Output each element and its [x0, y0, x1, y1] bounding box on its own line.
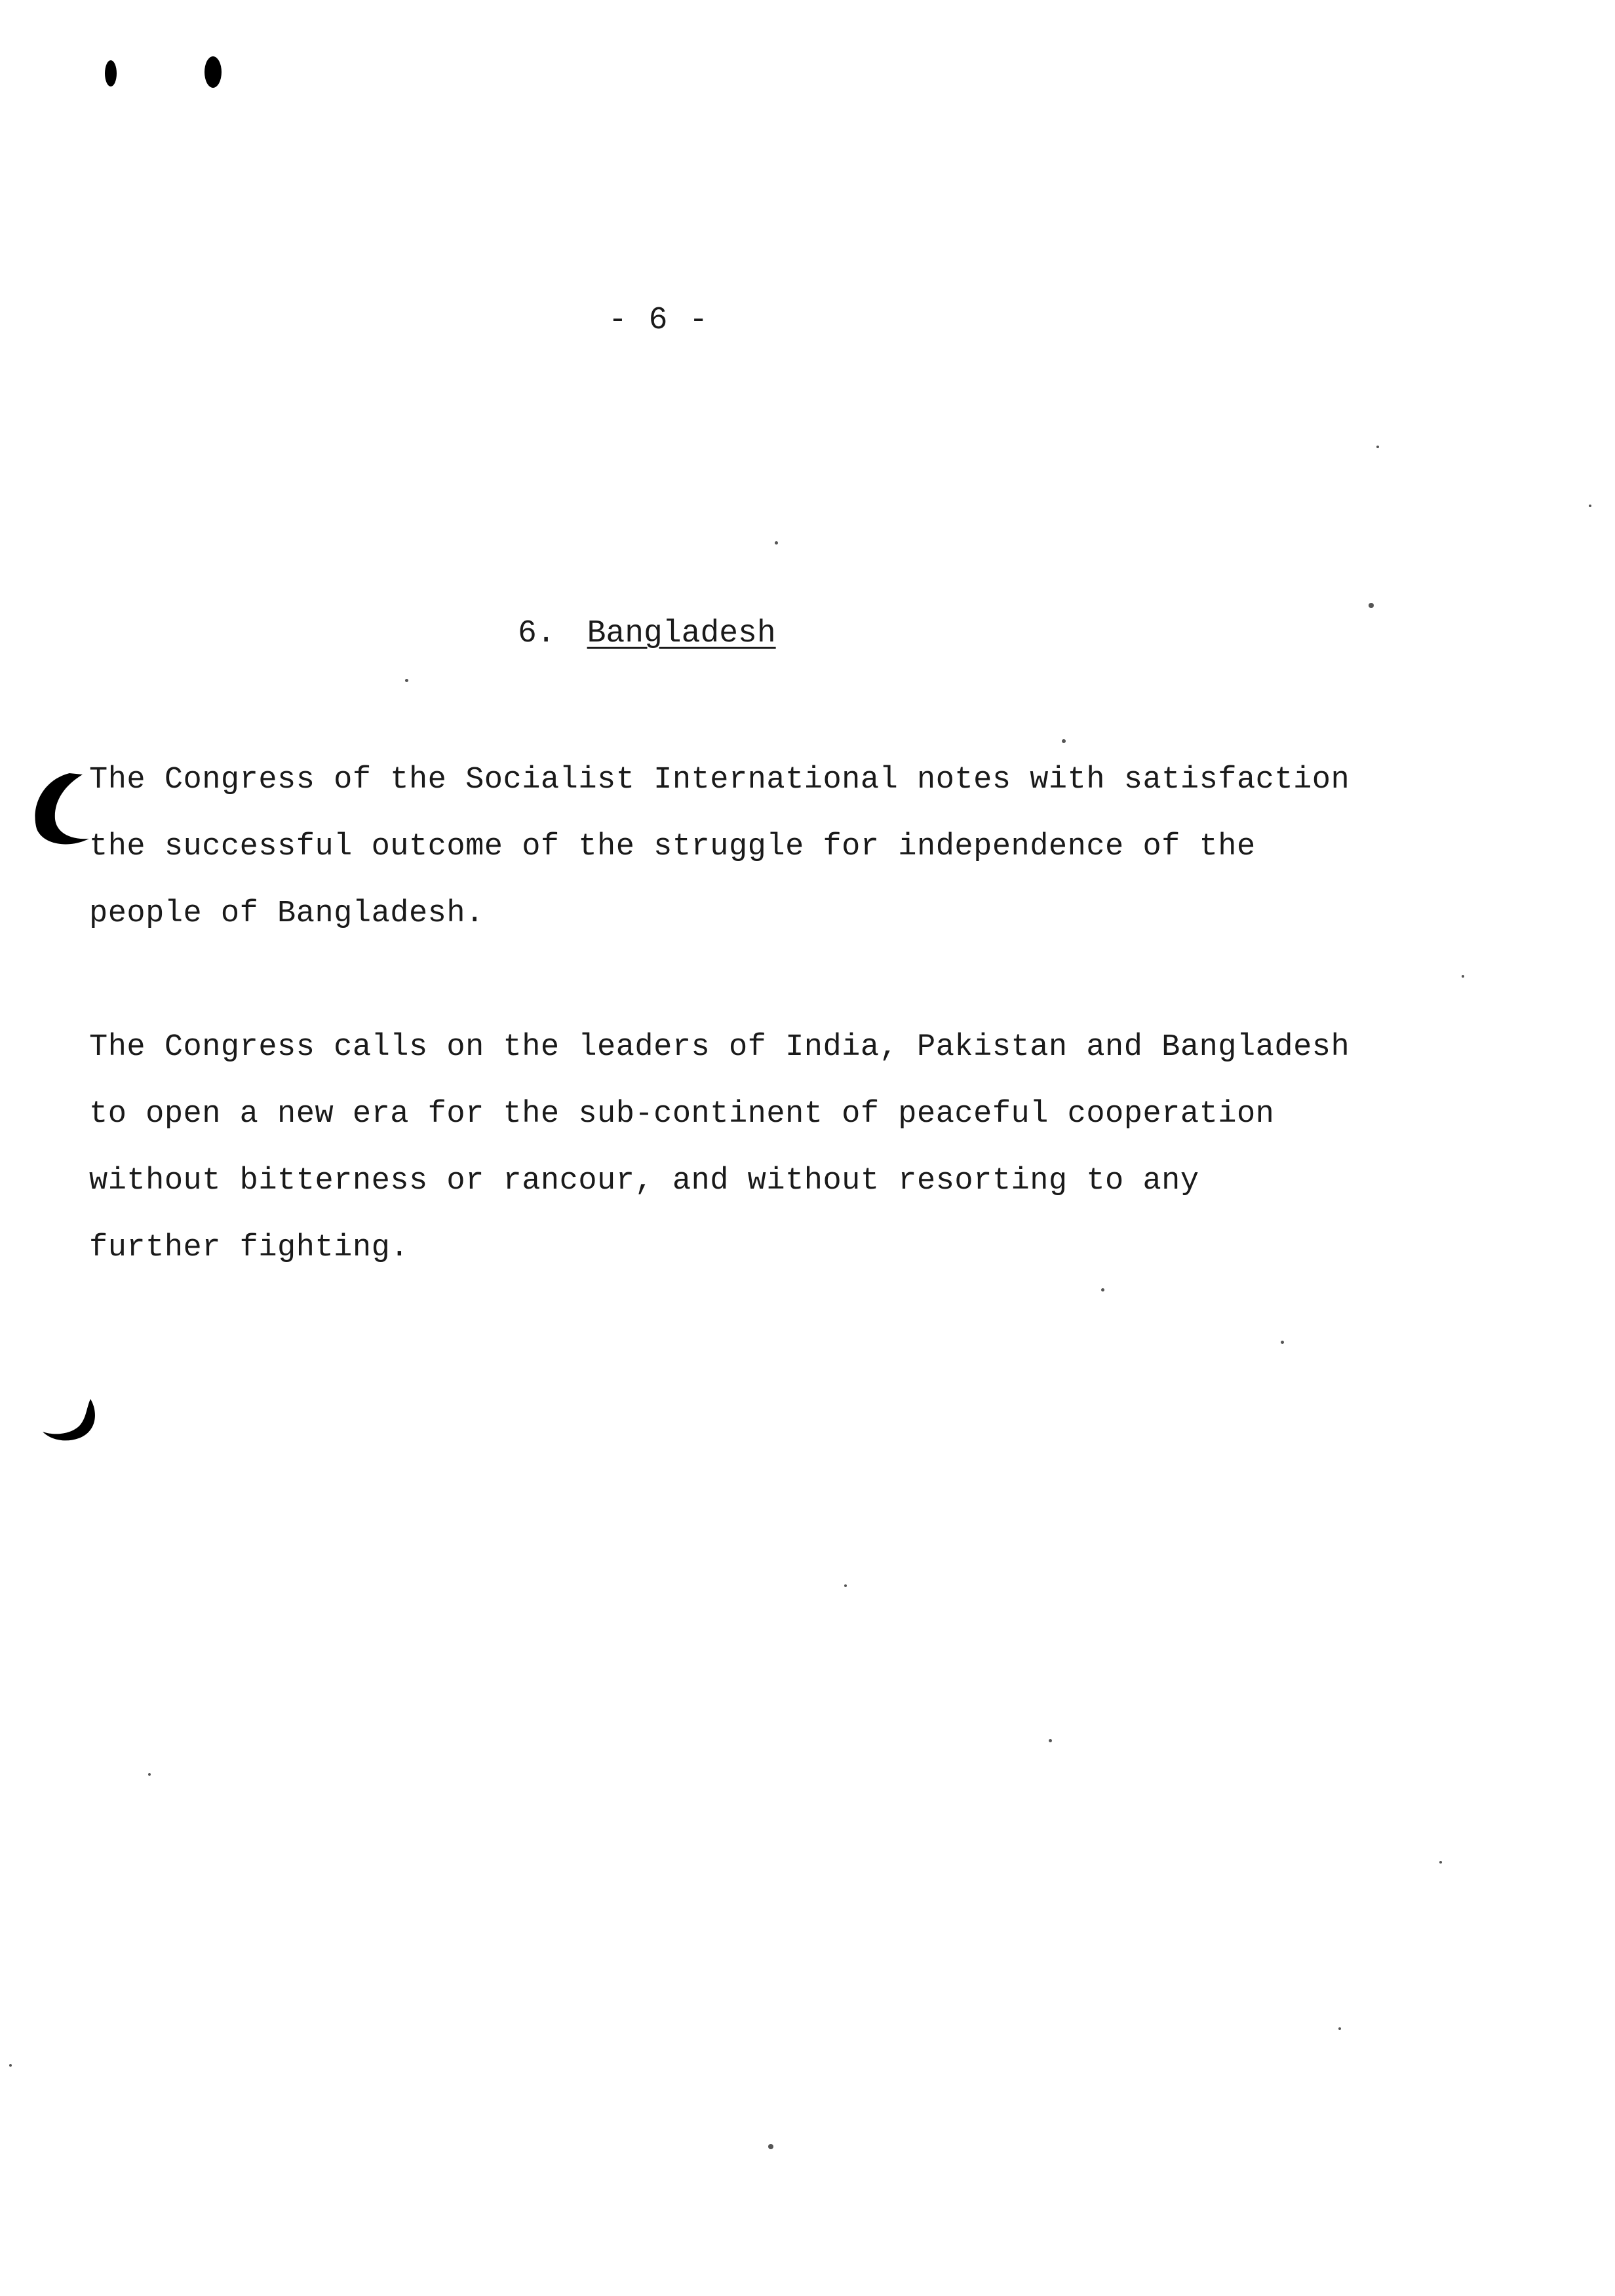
paper-speck — [768, 2144, 773, 2149]
paper-speck — [1462, 975, 1464, 978]
paper-speck — [148, 1773, 151, 1776]
paper-speck — [1049, 1739, 1052, 1742]
paper-speck — [844, 1584, 847, 1587]
section-number: 6. — [518, 616, 556, 651]
paper-speck — [405, 679, 408, 682]
paper-speck — [9, 2064, 12, 2067]
paper-speck — [1338, 2027, 1341, 2030]
punch-hole-mark — [204, 56, 222, 88]
section-title: Bangladesh — [587, 616, 776, 651]
punch-hole-mark — [105, 60, 117, 86]
paper-speck — [1439, 1861, 1442, 1864]
binding-mark-bottom — [39, 1396, 105, 1448]
paper-speck — [1369, 603, 1374, 608]
paper-speck — [1281, 1341, 1284, 1344]
paragraph-1: The Congress of the Socialist International notes with satisfaction the successful outcome of the struggle for independence of the people of Bangladesh. — [89, 763, 1350, 931]
paper-speck — [775, 541, 778, 545]
paper-speck — [1101, 1288, 1104, 1292]
paper-speck — [1062, 739, 1066, 743]
paper-speck — [1589, 505, 1591, 507]
paper-speck — [1376, 446, 1379, 448]
page-number: - 6 - — [608, 303, 710, 338]
binding-mark-top — [24, 767, 96, 852]
paragraph-2: The Congress calls on the leaders of India, Pakistan and Bangladesh to open a new era for the sub-continent of peaceful cooperation without bitterness or rancour, and without resorting to any further fighting. — [89, 1030, 1350, 1265]
section-heading — [518, 616, 776, 651]
